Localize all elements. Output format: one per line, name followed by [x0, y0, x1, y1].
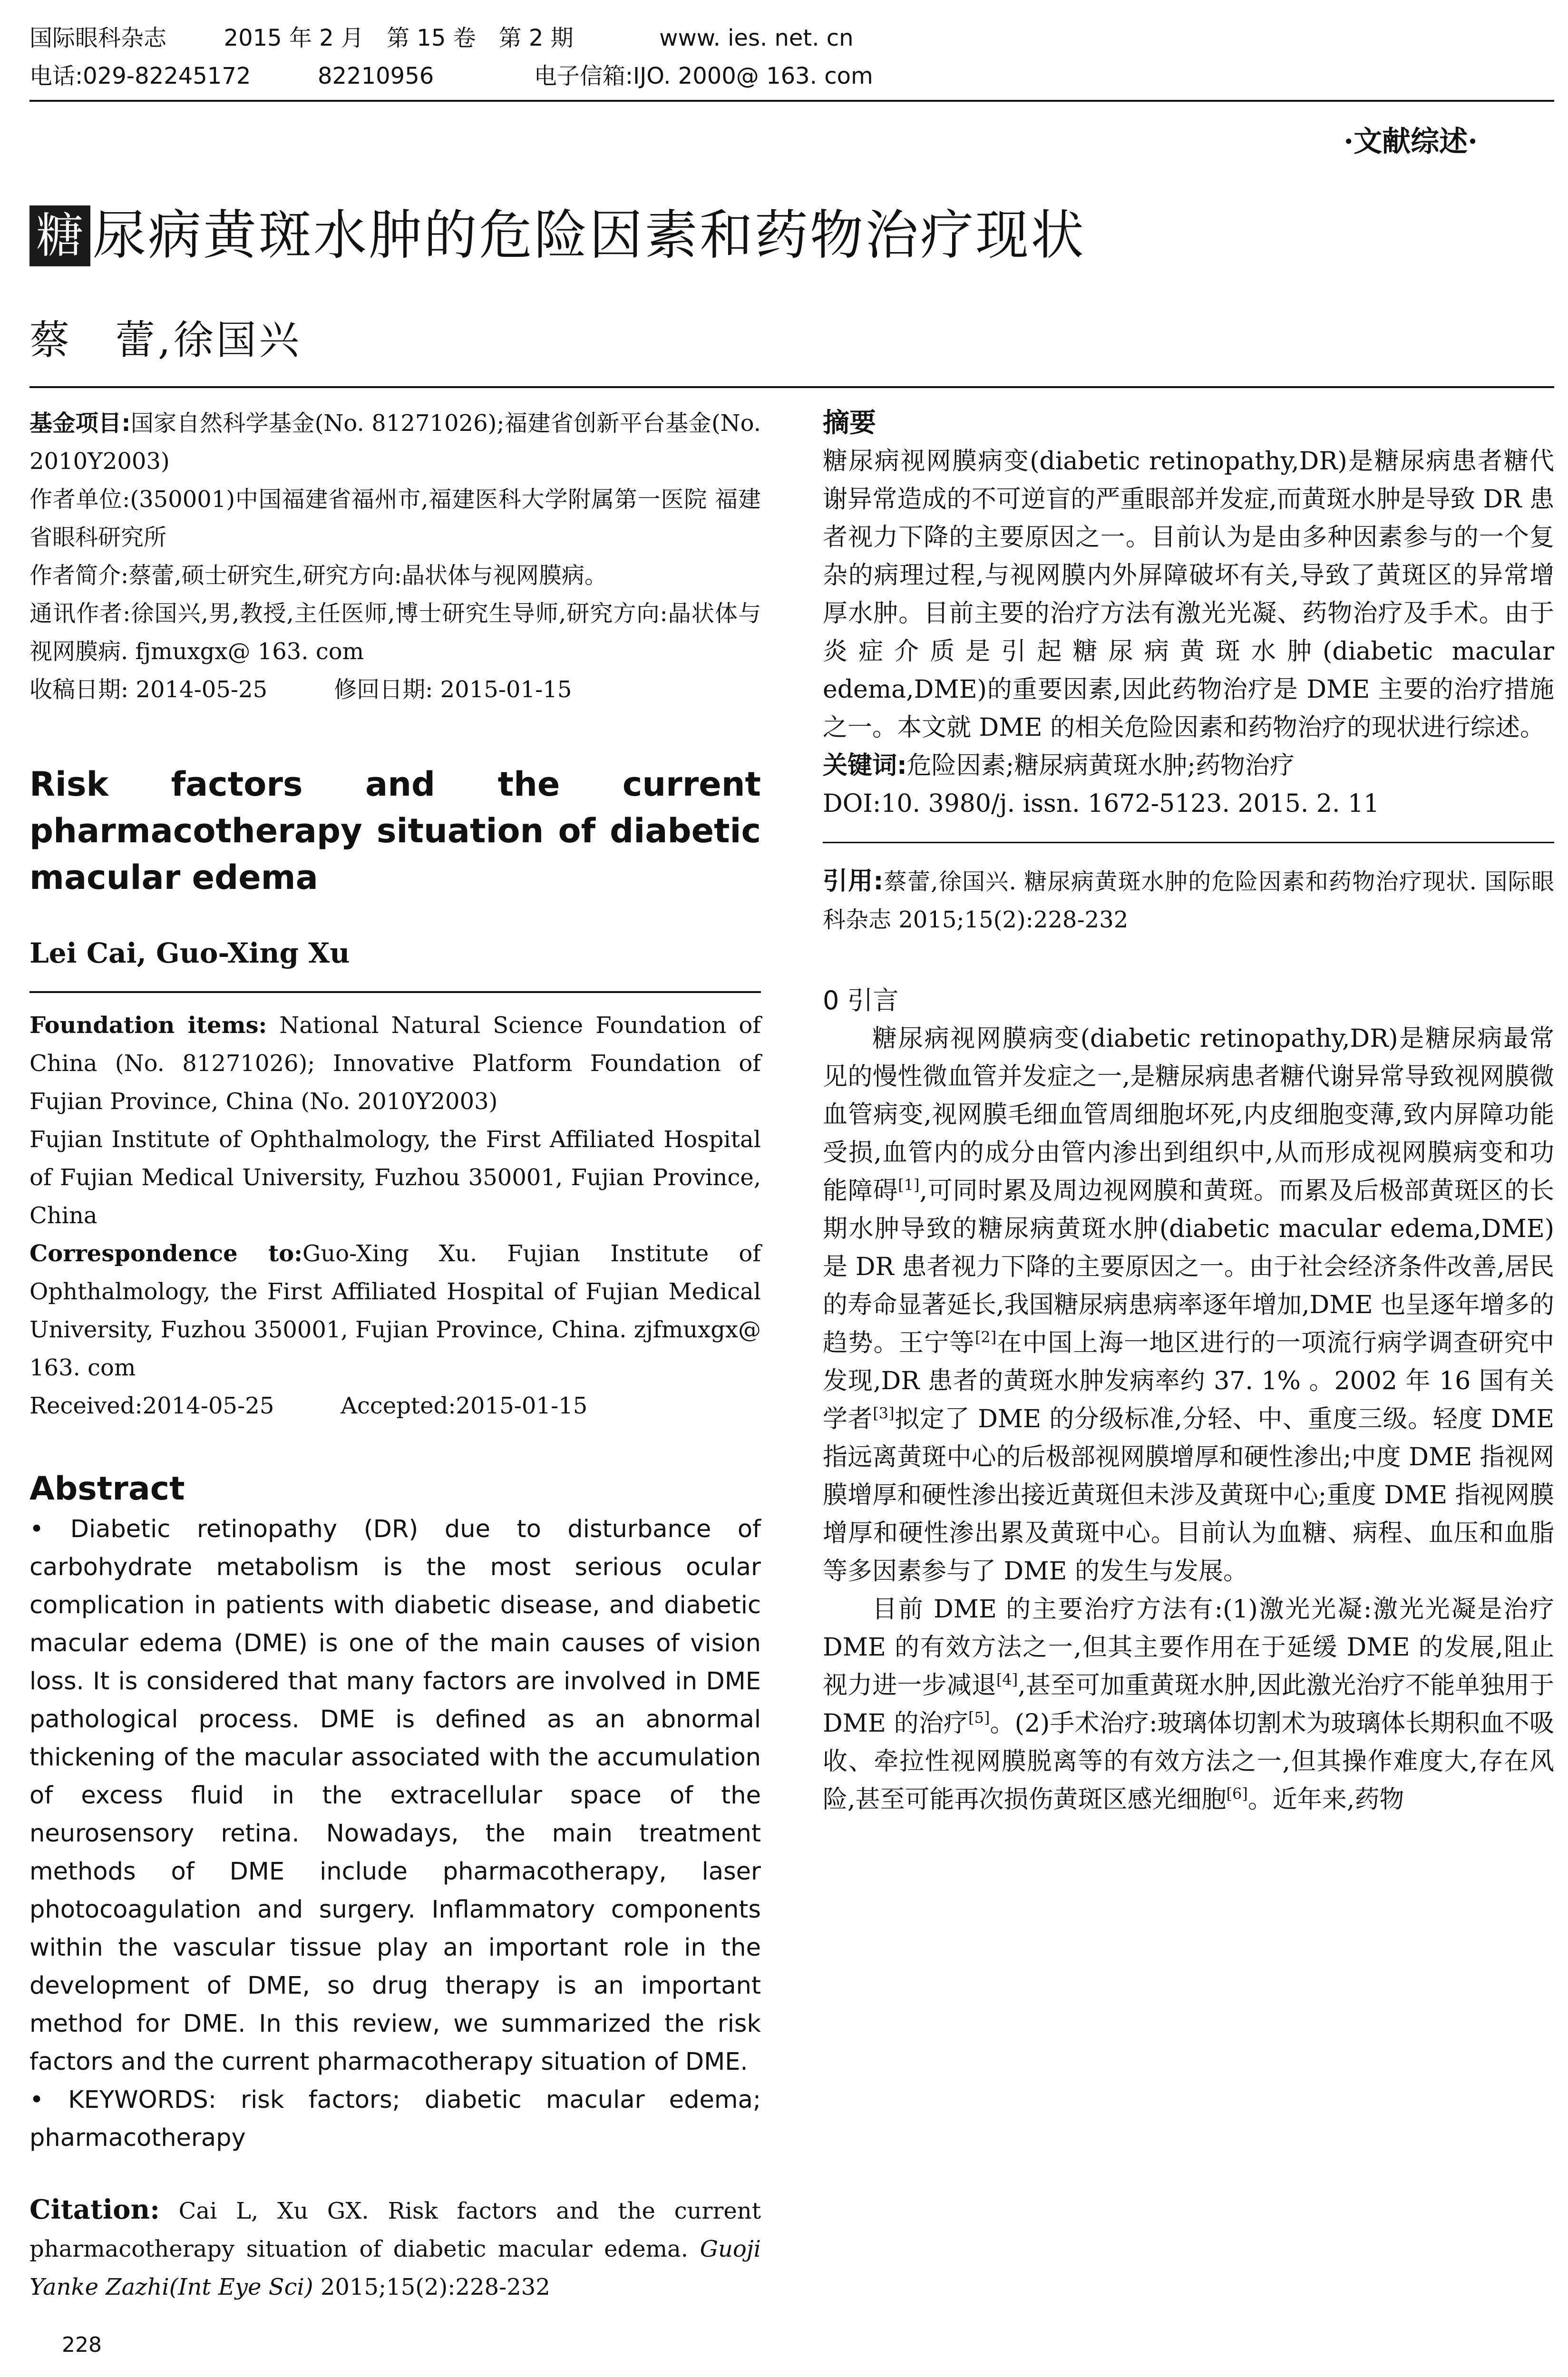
intro-paragraph-1: 糖尿病视网膜病变(diabetic retinopathy,DR)是糖尿病最常见的慢性微血管并发症之一,是糖尿病患者糖代谢异常导致视网膜微血管病变,视网膜毛细血管周细胞坏死,内皮细胞变薄,致内屏障功能受损,血管内的成分由管内渗出到组织中,从而形成视网膜病变和功能障碍[1],可同时累及周边视网膜和黄斑。而累及后极部黄斑区的长期水肿导致的糖尿病黄斑水肿(diabetic macular edema,DME)是 DR 患者视力下降的主要原因之一。由于社会经济条件改善,居民的寿命显著延长,我国糖尿病患病率逐年增加,DME 也呈逐年增多的趋势。王宁等[2]在中国上海一地区进行的一项流行病学调查研究中发现,DR 患者的黄斑水肿发病率约 37. 1% 。2002 年 16 国有关学者[3]拟定了 DME 的分级标准,分轻、中、重度三级。轻度 DME 指远离黄斑中心的后极部视网膜增厚和硬性渗出;中度 DME 指视网膜增厚和硬性渗出接近黄斑但未涉及黄斑中心;重度 DME 指视网膜增厚和硬性渗出累及黄斑中心。目前认为血糖、病程、血压和血脂等多因素参与了 DME 的发生与发展。	[823, 1024, 1554, 1586]
english-title: Risk factors and the current pharmacotherapy situation of diabetic macular edema	[29, 765, 761, 897]
keywords-en: • KEYWORDS: risk factors; diabetic macular edema; pharmacotherapy	[29, 2086, 761, 2152]
dates-en: Received:2014-05-25 Accepted:2015-01-15	[29, 1393, 588, 1419]
bio-cn: 作者简介:蔡蕾,硕士研究生,研究方向:晶状体与视网膜病。	[29, 562, 607, 589]
foundation-en: Foundation items: National Natural Science Foundation of China (No. 81271026); Innovative Platform Foundation of Fujian Province, China (No. 2010Y2003)	[29, 1012, 761, 1115]
left-column	[29, 404, 761, 2306]
citation-cn: 引用:蔡蕾,徐国兴. 糖尿病黄斑水肿的危险因素和药物治疗现状. 国际眼科杂志 2015;15(2):228-232	[823, 867, 1555, 933]
authors-cn: 蔡 蕾,徐国兴	[29, 317, 302, 363]
meta-cn	[29, 404, 761, 709]
correspondence-cn: 通讯作者:徐国兴,男,教授,主任医师,博士研究生导师,研究方向:晶状体与视网膜病. fjmuxgx@ 163. com	[29, 600, 761, 665]
intro-heading: 0 引言	[823, 985, 899, 1015]
issue-info: 2015 年 2 月 第 15 卷 第 2 期	[224, 25, 574, 51]
running-header-line1	[29, 23, 854, 53]
dates-cn: 收稿日期: 2014-05-25 修回日期: 2015-01-15	[29, 676, 572, 703]
unit-cn: 作者单位:(350001)中国福建省福州市,福建医科大学附属第一医院 福建省眼科研究所	[29, 486, 761, 551]
journal-website: www. ies. net. cn	[659, 25, 854, 51]
page-number: 228	[62, 2333, 102, 2357]
header-rule	[29, 100, 1554, 102]
english-authors-rule	[29, 991, 761, 993]
abstract-cn-heading: 摘要	[823, 408, 876, 438]
running-header-line2	[29, 61, 873, 91]
right-column	[823, 404, 1554, 1819]
institute-en: Fujian Institute of Ophthalmology, the First Affiliated Hospital of Fujian Medical University, Fuzhou 350001, Fujian Province, China	[29, 1126, 761, 1229]
citation-rule	[823, 842, 1554, 843]
doi: DOI:10. 3980/j. issn. 1672-5123. 2015. 2. 11	[823, 789, 1380, 818]
keywords-cn: 关键词:危险因素;糖尿病黄斑水肿;药物治疗	[823, 751, 1295, 780]
section-tag: ·文献综述·	[1344, 125, 1478, 158]
title-initial-char: 糖	[29, 205, 90, 266]
english-authors: Lei Cai, Guo-Xing Xu	[29, 937, 350, 969]
journal-email: 电子信箱:IJO. 2000@ 163. com	[534, 63, 873, 89]
correspondence-en: Correspondence to:Guo-Xing Xu. Fujian Institute of Ophthalmology, the First Affiliated Hospital of Fujian Medical University, Fuzhou 350001, Fujian Province, China. zjfmuxgx@ 163. com	[29, 1240, 761, 1381]
phone-number-2: 82210956	[317, 63, 434, 89]
title-rule	[29, 386, 1554, 388]
journal-name: 国际眼科杂志	[29, 25, 167, 51]
abstract-cn-body: 糖尿病视网膜病变(diabetic retinopathy,DR)是糖尿病患者糖代谢异常造成的不可逆盲的严重眼部并发症,而黄斑水肿是导致 DR 患者视力下降的主要原因之一。目前认为是由多种因素参与的一个复杂的病理过程,与视网膜内外屏障破坏有关,导致了黄斑区的异常增厚水肿。目前主要的治疗方法有激光光凝、药物治疗及手术。由于炎症介质是引起糖尿病黄斑水肿(diabetic macular edema,DME)的重要因素,因此药物治疗是 DME 主要的治疗措施之一。本文就 DME 的相关危险因素和药物治疗的现状进行综述。	[823, 447, 1554, 742]
citation-en: Citation: Cai L, Xu GX. Risk factors and the current pharmacotherapy situation of diabetic macular edema. Guoji Yanke Zazhi(Int Eye Sci) 2015;15(2):228-232	[29, 2194, 761, 2300]
phone-number: 电话:029-82245172	[29, 63, 251, 89]
meta-en	[29, 1006, 761, 1425]
intro-paragraph-2: 目前 DME 的主要治疗方法有:(1)激光光凝:激光光凝是治疗 DME 的有效方法之一,但其主要作用在于延缓 DME 的发展,阻止视力进一步减退[4],甚至可加重黄斑水肿,因此激光治疗不能单独用于 DME 的治疗[5]。(2)手术治疗:玻璃体切割术为玻璃体长期积血不吸收、牵拉性视网膜脱离等的有效方法之一,但其操作难度大,存在风险,甚至可能再次损伤黄斑区感光细胞[6]。近年来,药物	[823, 1595, 1554, 1814]
page-title: 尿病黄斑水肿的危险因素和药物治疗现状	[93, 205, 1086, 266]
foundation-cn: 基金项目:国家自然科学基金(No. 81271026);福建省创新平台基金(No. 2010Y2003)	[29, 410, 761, 475]
abstract-en-body: • Diabetic retinopathy (DR) due to disturbance of carbohydrate metabolism is the most serious ocular complication in patients with diabetic disease, and diabetic macular edema (DME) is one of the main causes of vision loss. It is considered that many factors are involved in DME pathological process. DME is defined as an abnormal thickening of the macular associated with the accumulation of excess fluid in the extracellular space of the neurosensory retina. Nowadays, the main treatment methods of DME include pharmacotherapy, laser photocoagulation and surgery. Inflammatory components within the vascular tissue play an important role in the development of DME, so drug therapy is an important method for DME. In this review, we summarized the risk factors and the current pharmacotherapy situation of DME.	[29, 1515, 761, 2076]
abstract-en-heading: Abstract	[29, 1470, 185, 1508]
